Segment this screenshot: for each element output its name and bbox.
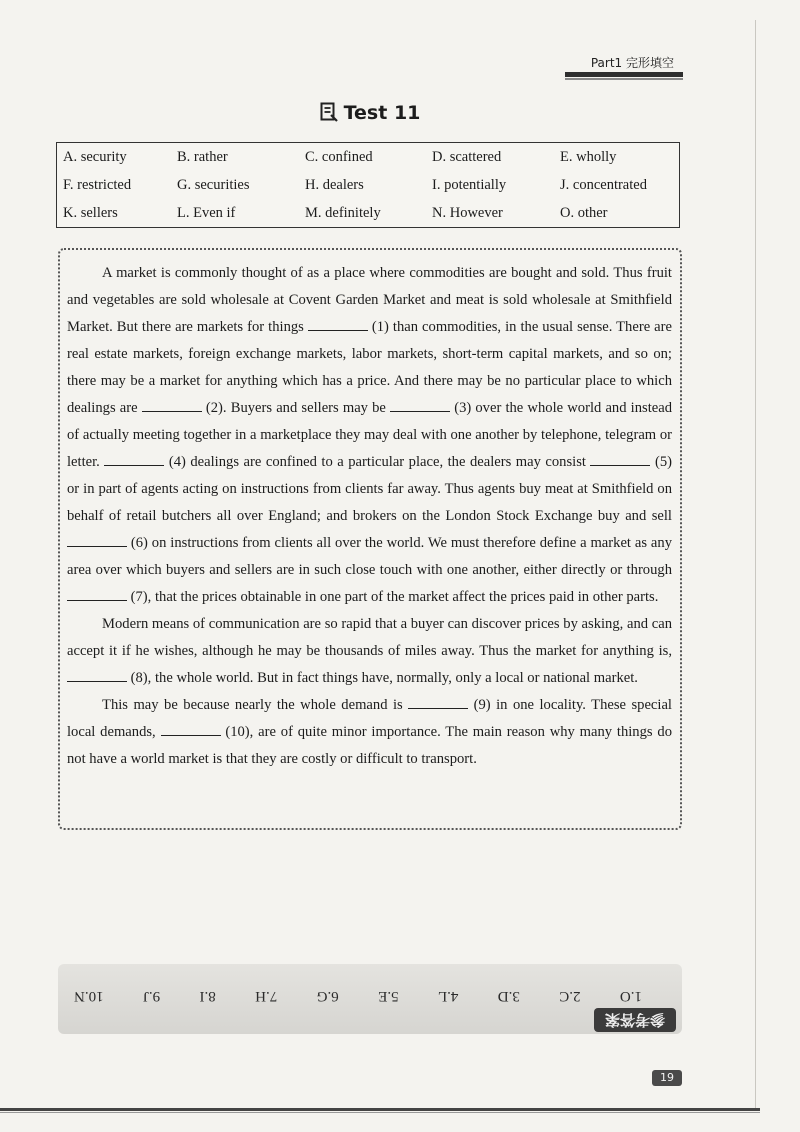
blank-7	[67, 586, 127, 601]
text: Modern means of communication are so rapid that a buyer can discover prices by asking, and can accept it if he wishes, although he may be thousands of miles away. Thus the market for anything is,	[67, 616, 672, 659]
answer-3: 3.D	[497, 988, 520, 1004]
word-bank	[56, 142, 680, 228]
text: (7), that the prices obtainable in one part of the market affect the prices paid in other parts.	[127, 589, 659, 605]
page-number: 19	[652, 1070, 682, 1086]
answer-4: 4.L	[437, 988, 459, 1004]
option-e: E. wholly	[560, 149, 617, 165]
answer-key-panel	[58, 964, 682, 1034]
blank-2	[142, 397, 202, 412]
text: (10), are of quite minor importance. The main reason why many things do not have a world market is that they are costly or difficult to transport.	[67, 724, 672, 767]
answer-6: 6.G	[316, 988, 339, 1004]
test-title-text: Test 11	[343, 102, 421, 124]
test-title	[0, 102, 740, 127]
option-f: F. restricted	[63, 177, 132, 193]
blank-8	[67, 667, 127, 682]
section-header: Part1 完形填空	[590, 56, 674, 70]
text: (1) than commodities, in the usual sense. There are real estate markets, foreign exchange markets, labor markets, short-term capital markets, and so on; there may be a market for anything which has a price. And there may be no particular place to which dealings are	[67, 319, 672, 416]
text: (6) on instructions from clients all over the world. We must therefore define a market as any area over which buyers and sellers are in such close touch with one another, either directly or through	[67, 535, 672, 578]
option-b: B. rather	[177, 149, 228, 165]
header-bar-thin	[565, 78, 683, 80]
paragraph-1	[67, 260, 672, 611]
option-h: H. dealers	[305, 177, 364, 193]
option-k: K. sellers	[63, 205, 118, 221]
option-a: A. security	[63, 149, 127, 165]
option-c: C. confined	[305, 149, 373, 165]
answer-8: 8.I	[199, 988, 216, 1004]
blank-10	[161, 721, 221, 736]
blank-5	[590, 451, 650, 466]
bottom-rule-thin	[0, 1112, 760, 1113]
bottom-rule	[0, 1108, 760, 1111]
blank-1	[308, 316, 368, 331]
text: (8), the whole world. But in fact things have, normally, only a local or national market.	[127, 670, 638, 686]
answer-key-list	[58, 978, 658, 1004]
option-l: L. Even if	[177, 205, 236, 221]
blank-9	[408, 694, 468, 709]
paragraph-2	[67, 611, 672, 692]
text: This may be because nearly the whole demand is	[102, 697, 409, 713]
blank-4	[104, 451, 164, 466]
option-d: D. scattered	[432, 149, 502, 165]
header-bar	[565, 72, 683, 77]
option-i: I. potentially	[432, 177, 507, 193]
option-m: M. definitely	[305, 205, 381, 221]
option-j: J. concentrated	[560, 177, 647, 193]
answer-9: 9.J	[143, 988, 161, 1004]
answer-2: 2.C	[559, 988, 581, 1004]
answer-10: 10.N	[74, 988, 104, 1004]
text: (2). Buyers and sellers may be	[201, 400, 391, 416]
paragraph-3	[67, 692, 672, 773]
document-icon	[320, 102, 338, 127]
text: (5) or in part of agents acting on instructions from clients far away. Thus agents buy meat at Smithfield on behalf of retail butchers all over England; and brokers on the London Stock Exchange buy and sell	[67, 454, 672, 524]
answer-5: 5.E	[378, 988, 399, 1004]
text: (4) dealings are confined to a particular place, the dealers may consist	[164, 454, 591, 470]
cloze-passage	[58, 248, 682, 830]
text: A market is commonly thought of as a place where commodities are bought and sold. Thus fruit and vegetables are sold wholesale at Covent Garden Market and meat is sold wholesale at Smithfield Market. But there are markets for things	[67, 265, 672, 335]
answer-1: 1.O	[619, 988, 642, 1004]
option-g: G. securities	[177, 177, 250, 193]
option-n: N. However	[432, 205, 503, 221]
blank-6	[67, 532, 127, 547]
text: (9) in one locality. These special local demands,	[67, 697, 672, 740]
answer-7: 7.H	[255, 988, 278, 1004]
option-o: O. other	[560, 205, 608, 221]
blank-3	[390, 397, 450, 412]
answer-key-badge: 参考答案	[594, 1008, 676, 1032]
text: (3) over the whole world and instead of actually meeting together in a marketplace they may deal with one another by telephone, telegram or letter.	[67, 400, 672, 470]
page-edge	[755, 20, 756, 1110]
